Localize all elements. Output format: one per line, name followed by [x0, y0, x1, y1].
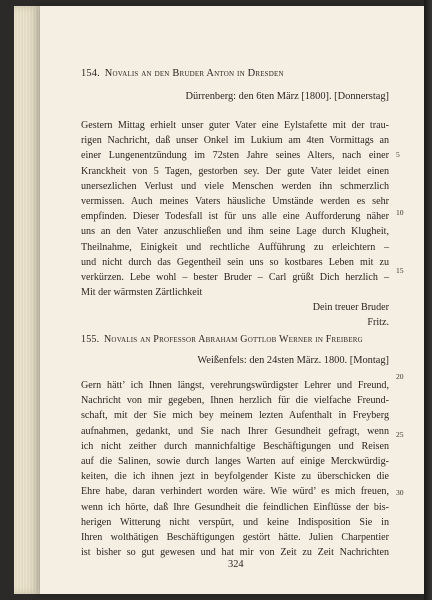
- text-line: schaft, mit der Sie mich bey meinem lezten Aufenthalt in Freyberg: [81, 410, 389, 422]
- text-line: Nachricht von mir gegeben, Ihnen herzlich für die vielfache Freund-: [81, 395, 389, 407]
- letter-dateline: Dürrenberg: den 6ten März [1800]. [Donnerstag]: [185, 91, 389, 102]
- text-line: verkürzen. Lebe wohl – bester Bruder – Carl grüßt Dich herzlich –: [81, 271, 389, 283]
- line-number: 30: [396, 488, 404, 497]
- binding-shadow: [424, 0, 432, 600]
- text-line: Ihren wolthätigen Beschäftigungen gestört hätte. Julien Charpentier: [81, 531, 389, 543]
- letter-number: 155.: [81, 334, 100, 345]
- letter-number: 154.: [81, 68, 100, 79]
- line-number: 5: [396, 150, 400, 159]
- line-number: 15: [396, 266, 404, 275]
- letter-body: [81, 378, 389, 560]
- letter-title: Novalis an Professor Abraham Gottlob Werner in Freiberg: [104, 334, 363, 345]
- text-line: Kranckheit von 5 Tagen, gestorben sey. Der gute Vater leidet einen: [81, 165, 389, 177]
- letter-dateline: Weißenfels: den 24sten März. 1800. [Montag]: [197, 355, 389, 366]
- letter-heading: [81, 68, 389, 79]
- line-number: 10: [396, 208, 404, 217]
- text-line: ich nicht zeither durch mannichfaltige Beschäftigungen und Reisen: [81, 440, 389, 452]
- text-line: unersezlichen Verlust und viele Menschen werden ihn schmerzlich: [81, 180, 389, 192]
- text-line: Gern hätt’ ich Ihnen längst, verehrungswürdigster Lehrer und Freund,: [81, 380, 389, 391]
- text-line: auf die Salinen, sowie durch langes Warten auf einige Merckwürdig-: [81, 455, 389, 467]
- text-line: wenn ich hörte, daß Ihre Gesundheit die feindlichen Einflüsse der bis-: [81, 501, 389, 513]
- text-line: uns an den Vater anzuschließen und ihm seine Lage durch Klugheit,: [81, 226, 389, 238]
- text-line: vermissen. Auch meines Vaters häusliche Umstände werden es sehr: [81, 195, 389, 207]
- letter-155: [81, 334, 389, 560]
- text-line: keiten, die ich ihnen jezt in beyfolgender Kiste zu überschicken die: [81, 471, 389, 483]
- text-line: Mit der wärmsten Zärtlichkeit: [81, 287, 203, 299]
- text-line: empfinden. Dieser Todesfall ist für uns alle eine Aufforderung näher: [81, 211, 389, 223]
- letter-154: [81, 68, 389, 331]
- letter-heading: [81, 334, 389, 345]
- letter-signature: Fritz.: [367, 317, 389, 329]
- text-line: herigen Witterung nicht verspürt, und keine Indisposition Sie in: [81, 516, 389, 528]
- text-line: rigen Nachricht, daß unser Onkel im Lukium am 4ten Vormittags an: [81, 135, 389, 147]
- text-line: Gestern Mittag erhielt unser guter Vater eine Eylstafette mit der trau-: [81, 120, 389, 131]
- line-number: 25: [396, 430, 404, 439]
- line-number: 20: [396, 372, 404, 381]
- text-line: Theilnahme, Einigkeit und rechtliche Aufführung zu erleichtern –: [81, 241, 389, 253]
- letter-title: Novalis an den Bruder Anton in Dresden: [104, 68, 284, 79]
- page-number: 324: [228, 559, 244, 570]
- text-line: und nicht durch das Gegentheil sein uns so kostbares Leben mit zu: [81, 256, 389, 268]
- text-line: ist bisher so gut gewesen und hat mir von Zeit zu Zeit Nachrichten: [81, 547, 389, 559]
- text-line: Ehre habe, daran verhindert worden wäre. Wie würd’ es mich freuen,: [81, 486, 389, 498]
- letter-closing: Dein treuer Bruder: [312, 302, 389, 314]
- text-line: aufnahmen, gedankt, und Sie nach Ihrer Gesundheit gefragt, wenn: [81, 425, 389, 437]
- letter-body: [81, 118, 389, 300]
- text-line: einer Lungenentzündung im 72sten Jahre seines Alters, nach einer: [81, 150, 389, 162]
